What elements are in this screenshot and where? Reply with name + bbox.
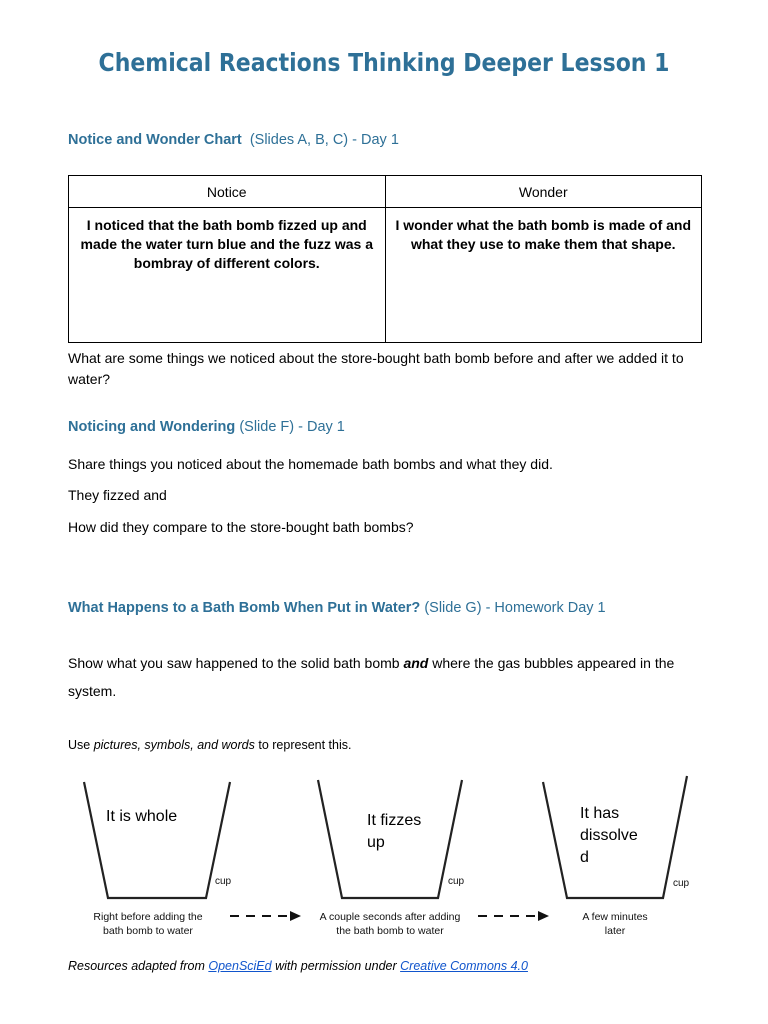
cup-3-text-line-3[interactable]: d — [580, 849, 589, 866]
wonder-cell[interactable]: I wonder what the bath bomb is made of and what they use to make them that shape. — [385, 208, 702, 343]
cup-3-text-line-2[interactable]: dissolve — [580, 827, 638, 844]
compare-question: How did they compare to the store-bought bath bombs? — [68, 519, 414, 535]
step-2-caption-line-2: the bath bomb to water — [336, 925, 444, 937]
store-bought-question: What are some things we noticed about the store-bought bath bomb before and after we added it to water? — [68, 350, 684, 387]
cup-2-label: cup — [448, 876, 465, 887]
page-title: Chemical Reactions Thinking Deeper Lesson 1 — [98, 48, 670, 77]
cup-3-label: cup — [673, 878, 690, 889]
step-2-caption — [305, 910, 475, 938]
step-1-caption-line-2: bath bomb to water — [103, 925, 193, 937]
step-1-caption — [78, 910, 218, 938]
show-instruction-before: Show what you saw happened to the solid bath bomb — [68, 655, 404, 671]
opensciEd-link[interactable]: OpenSciEd — [208, 959, 272, 973]
step-3-caption-line-2: later — [604, 925, 626, 937]
notice-cell[interactable]: I noticed that the bath bomb fizzed up and made the water turn blue and the fuzz was a bombray of different colors. — [69, 208, 386, 343]
cup-3-text-line-1[interactable]: It has — [580, 805, 620, 822]
show-instruction — [68, 649, 718, 705]
cup-2-icon — [318, 780, 465, 898]
use-instruction-before: Use — [68, 738, 94, 752]
arrow-2-head-icon — [538, 911, 549, 921]
fizzed-answer[interactable]: They fizzed and — [68, 487, 167, 503]
cup-2-text-line-1[interactable]: It fizzes — [367, 812, 422, 829]
cup-2-text-line-2[interactable]: up — [367, 834, 385, 851]
step-1-caption-line-1: Right before adding the — [93, 911, 203, 923]
show-instruction-after: where the gas bubbles appeared in the system. — [68, 655, 675, 699]
step-3-caption-line-1: A few minutes — [582, 911, 648, 923]
arrow-1-head-icon — [290, 911, 301, 921]
noticing-wondering-heading-bold: Noticing and Wondering — [68, 419, 236, 435]
notice-wonder-heading-rest: (Slides A, B, C) - Day 1 — [249, 132, 399, 148]
notice-header: Notice — [69, 176, 386, 208]
noticing-wondering-heading — [68, 419, 345, 435]
what-happens-heading — [68, 600, 606, 616]
attribution-footer — [68, 959, 528, 973]
notice-wonder-table — [68, 175, 702, 343]
cup-1-text[interactable]: It is whole — [106, 808, 178, 825]
noticing-wondering-heading-rest: (Slide F) - Day 1 — [239, 419, 345, 435]
step-2-caption-line-1: A couple seconds after adding — [319, 911, 461, 923]
share-prompt: Share things you noticed about the homemade bath bombs and what they did. — [68, 456, 553, 472]
use-instruction — [68, 735, 351, 756]
use-instruction-emphasis: pictures, symbols, and words — [93, 738, 255, 752]
wonder-header: Wonder — [385, 176, 702, 208]
what-happens-heading-rest: (Slide G) - Homework Day 1 — [424, 600, 606, 616]
use-instruction-after: to represent this. — [254, 738, 352, 752]
cup-1-icon — [84, 782, 230, 898]
attribution-middle: with permission under — [271, 959, 401, 973]
notice-wonder-heading — [68, 132, 399, 148]
attribution-prefix: Resources adapted from — [68, 959, 209, 973]
what-happens-heading-bold: What Happens to a Bath Bomb When Put in Water? — [68, 600, 421, 616]
show-instruction-emphasis: and — [403, 655, 429, 671]
cup-1-label: cup — [215, 876, 232, 887]
notice-wonder-heading-bold: Notice and Wonder Chart — [68, 132, 242, 148]
creative-commons-link[interactable]: Creative Commons 4.0 — [400, 959, 528, 973]
step-3-caption — [565, 910, 665, 938]
